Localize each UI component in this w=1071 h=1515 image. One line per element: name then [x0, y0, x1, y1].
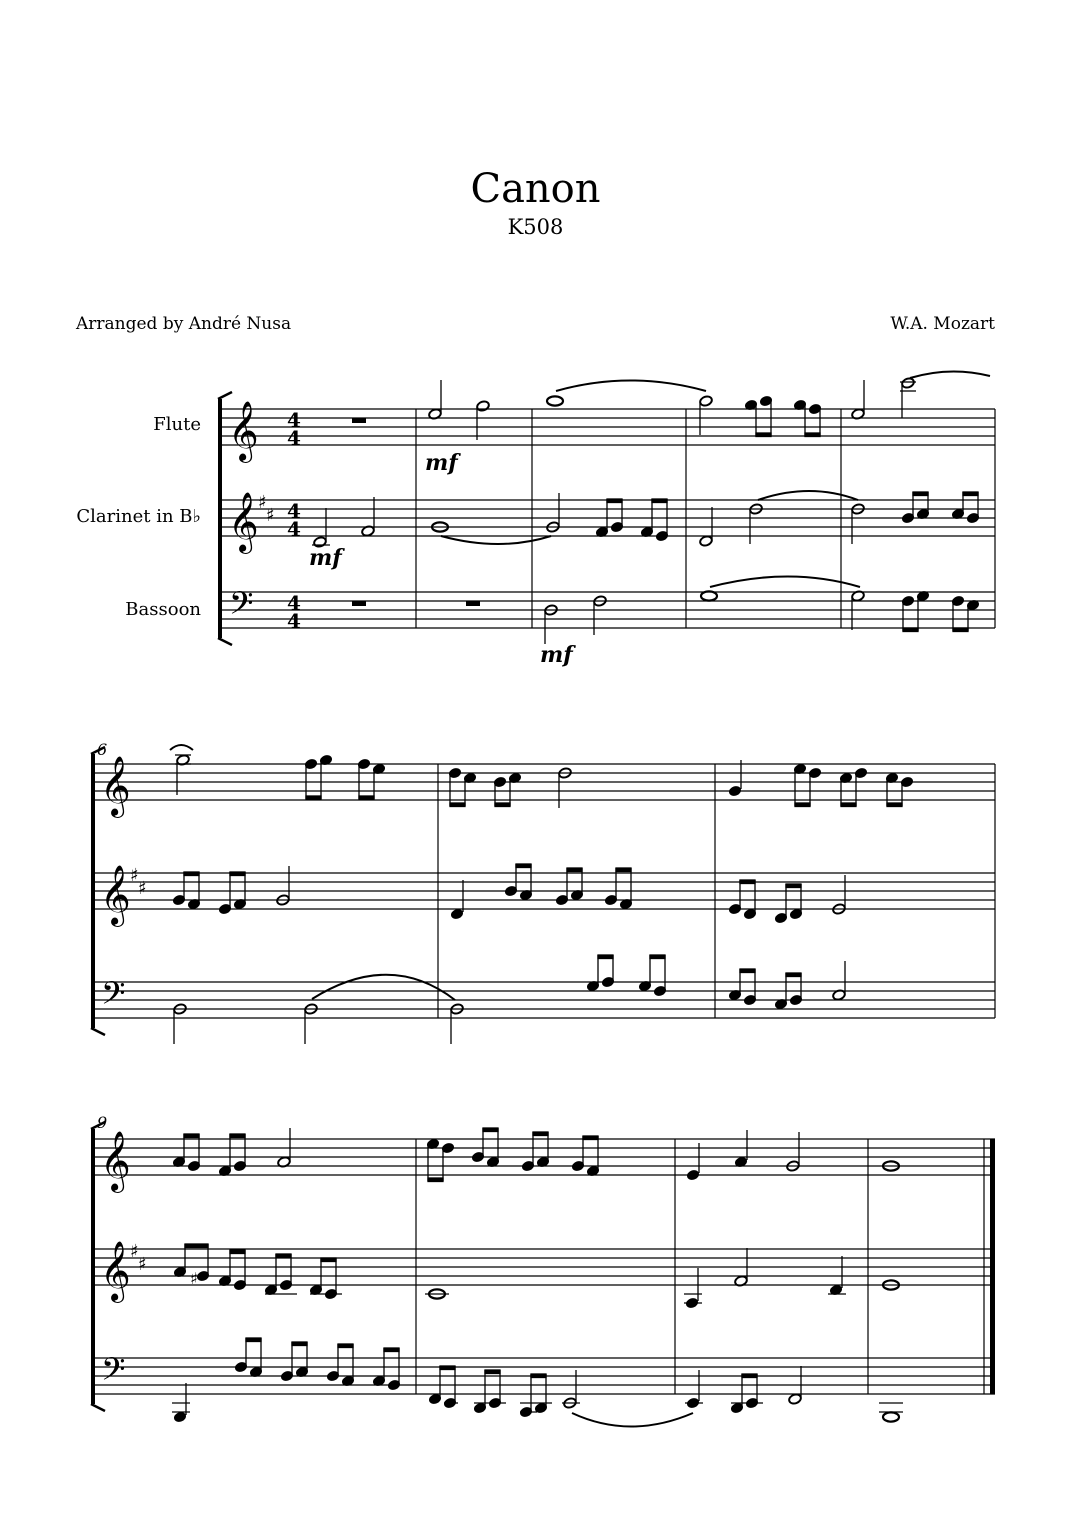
- clefs-system-2: [100, 756, 147, 1019]
- sharp-icon: ♯: [138, 878, 147, 899]
- score-title: Canon: [470, 166, 601, 212]
- sharp-icon: ♯: [266, 505, 275, 526]
- time-signature: [287, 408, 301, 633]
- bass-clef-icon: 𝄢: [101, 975, 126, 1019]
- bass-clef-icon: 𝄢: [101, 1351, 126, 1395]
- measure-number-9: 9: [97, 1113, 108, 1132]
- measure-number-6: 6: [97, 740, 108, 759]
- treble-clef-icon: 𝄞: [228, 401, 259, 461]
- svg-text:4: 4: [287, 408, 301, 432]
- staff-lines-clarinet: [222, 500, 995, 536]
- notes-bassoon-system-3: [172, 1338, 903, 1427]
- treble-clef-icon: 𝄞: [228, 492, 259, 552]
- whole-rest-icon: [466, 601, 480, 606]
- whole-rest-icon: [352, 418, 366, 423]
- sharp-icon: ♯: [130, 865, 139, 886]
- dynamic-clarinet: mf: [309, 545, 342, 571]
- dynamic-flute: mf: [425, 450, 458, 476]
- score-subtitle: K508: [507, 215, 564, 239]
- instrument-label-clarinet: Clarinet in B♭: [76, 506, 201, 527]
- instrument-label-bassoon: Bassoon: [125, 599, 201, 620]
- svg-text:4: 4: [287, 517, 301, 541]
- composer-credit: W.A. Mozart: [890, 314, 995, 334]
- staff-lines-flute: [222, 409, 995, 445]
- treble-clef-icon: 𝄞: [100, 756, 131, 816]
- treble-clef-icon: 𝄞: [100, 1131, 131, 1191]
- sharp-icon: ♯: [258, 492, 267, 513]
- clefs-system-3: [100, 1131, 147, 1395]
- svg-text:4: 4: [287, 499, 301, 523]
- staff-lines-bassoon: [222, 592, 995, 628]
- sharp-icon: ♯: [130, 1241, 139, 1262]
- notes-flute-system-1: [428, 371, 990, 440]
- sharp-icon: ♯: [138, 1254, 147, 1275]
- final-barline-thick: [990, 1139, 995, 1394]
- notes-flute-system-2: [170, 745, 914, 808]
- svg-text:4: 4: [287, 609, 301, 633]
- notes-flute-system-3: [172, 1128, 899, 1182]
- svg-text:♯: ♯: [190, 1269, 198, 1288]
- arranger-credit: Arranged by André Nusa: [76, 314, 292, 334]
- system-2: [91, 747, 995, 1035]
- bass-clef-icon: 𝄢: [229, 585, 254, 629]
- staff-lines-bassoon: [95, 982, 995, 1018]
- treble-clef-icon: 𝄞: [100, 1241, 131, 1301]
- dynamic-bassoon: mf: [540, 642, 573, 668]
- instrument-label-flute: Flute: [153, 414, 201, 435]
- svg-text:4: 4: [287, 591, 301, 615]
- treble-clef-icon: 𝄞: [100, 865, 131, 925]
- whole-rest-icon: [352, 601, 366, 606]
- svg-text:4: 4: [287, 426, 301, 450]
